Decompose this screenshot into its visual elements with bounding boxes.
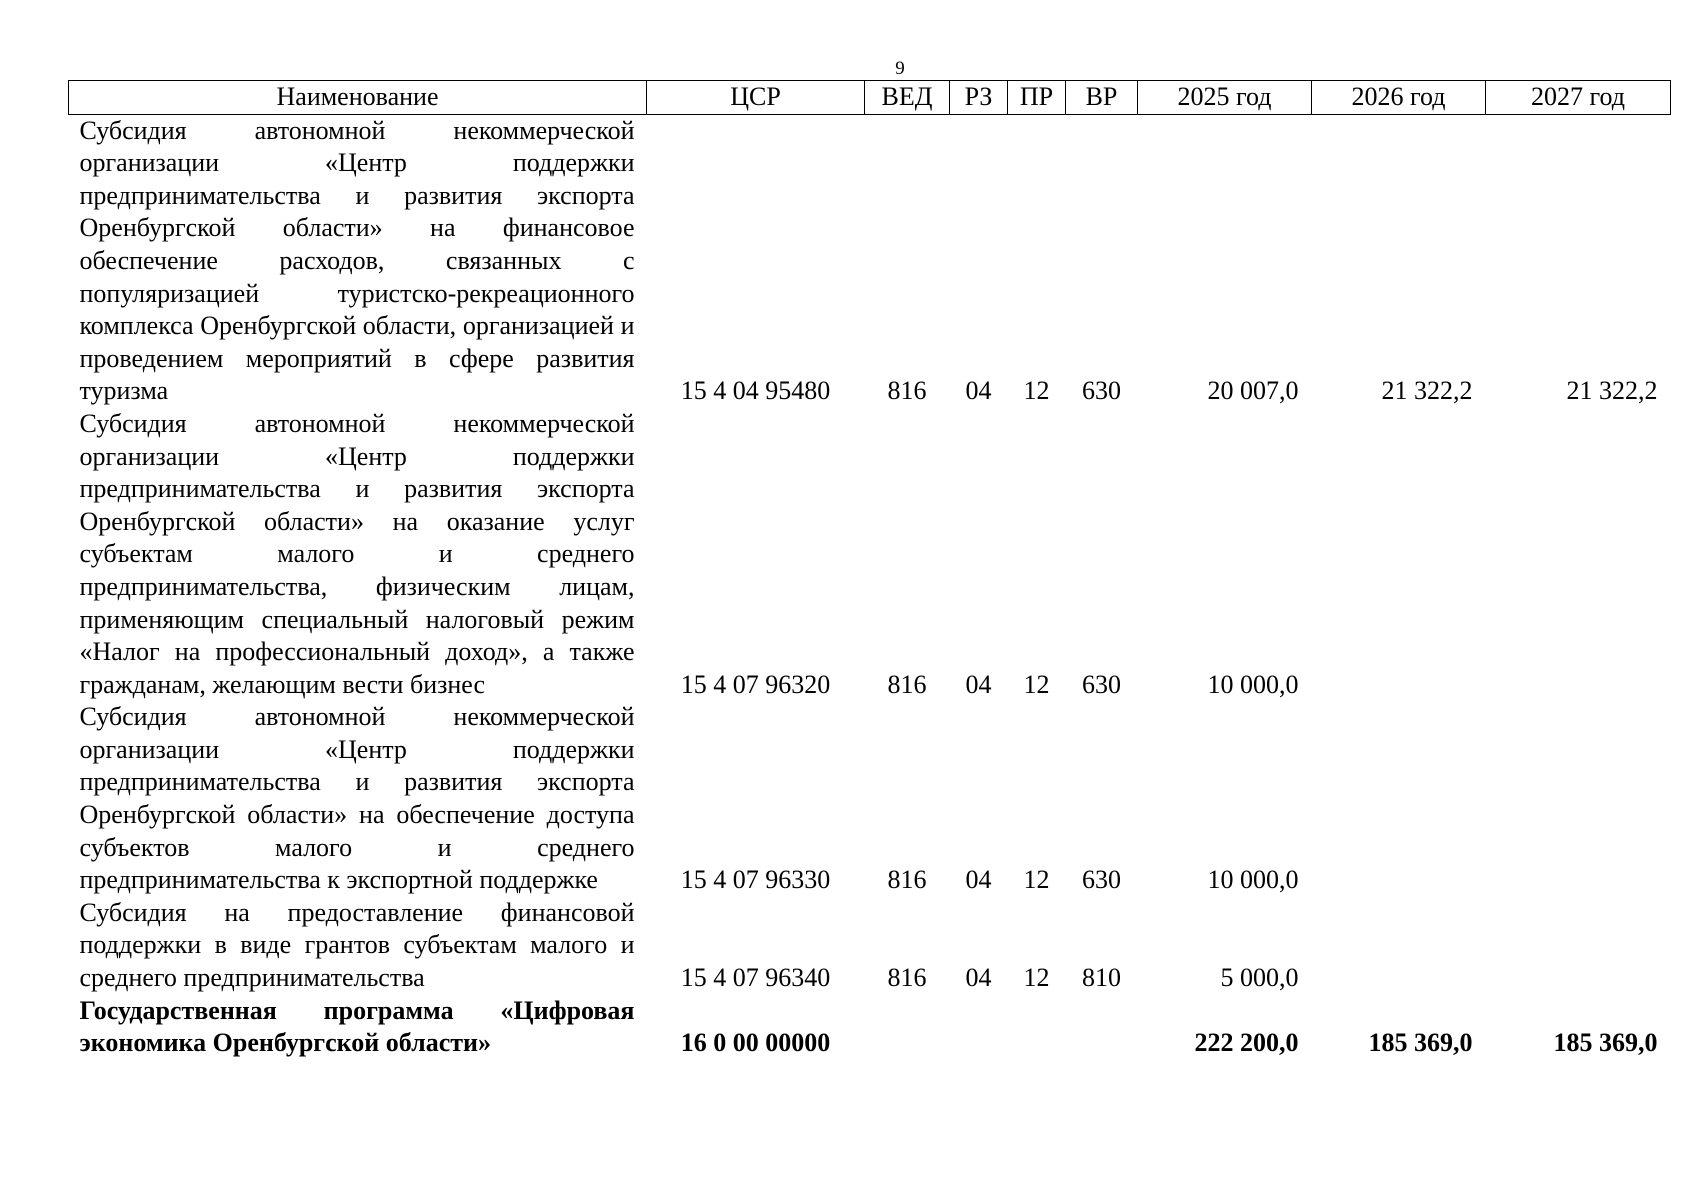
header-vr: ВР: [1066, 81, 1138, 115]
page-number: 9: [895, 58, 905, 79]
row-2025: 20 007,0: [1207, 376, 1299, 406]
row-ved: 816: [887, 376, 927, 406]
row-2027: [1486, 408, 1671, 701]
table-row: [69, 701, 1671, 897]
row-ved: 816: [887, 963, 927, 993]
row-vr: 630: [1082, 865, 1121, 895]
header-ved: ВЕД: [865, 81, 950, 115]
row-2027: [1486, 897, 1671, 995]
row-vr: 630: [1082, 669, 1121, 699]
row-2026: [1312, 897, 1486, 995]
row-2026: 21 322,2: [1381, 376, 1473, 406]
header-2027: 2027 год: [1486, 81, 1671, 115]
row-vr: [1066, 995, 1138, 1060]
row-csr: 16 0 00 00000: [680, 1028, 831, 1058]
row-pr: [1008, 995, 1066, 1060]
row-rz: 04: [965, 963, 992, 993]
header-2025: 2025 год: [1138, 81, 1312, 115]
row-pr: 12: [1023, 669, 1050, 699]
row-vr: 630: [1082, 376, 1121, 406]
header-pr: ПР: [1008, 81, 1066, 115]
row-vr: 810: [1082, 963, 1121, 993]
row-2027: 185 369,0: [1553, 1028, 1658, 1058]
row-2025: 10 000,0: [1207, 865, 1299, 895]
table-row-program-total: [69, 995, 1671, 1060]
row-name: Субсидия автономной некоммерческой организации «Центр поддержки предпринимательства и развития экспорта Оренбургской области» на оказание услуг субъектам малого и среднего предпринимательства, физическим лицам, применяющим специальный налоговый режим «Налог на профессиональный доход», а также гражданам, желающим вести бизнес: [79, 408, 635, 699]
table-row: [69, 114, 1671, 408]
row-2027: [1486, 701, 1671, 897]
table-row: [69, 897, 1671, 995]
header-2026: 2026 год: [1312, 81, 1486, 115]
row-2026: [1312, 701, 1486, 897]
row-ved: [865, 995, 950, 1060]
table-row: [69, 408, 1671, 701]
row-name: Субсидия на предоставление финансовой поддержки в виде грантов субъектам малого и среднего предпринимательства: [79, 897, 635, 993]
header-csr: ЦСР: [647, 81, 865, 115]
budget-table: [68, 80, 1671, 1060]
row-2027: 21 322,2: [1566, 376, 1658, 406]
table-header-row: [69, 81, 1671, 115]
row-ved: 816: [887, 865, 927, 895]
row-csr: 15 4 04 95480: [680, 376, 831, 406]
row-name: Субсидия автономной некоммерческой организации «Центр поддержки предпринимательства и развития экспорта Оренбургской области» на обеспечение доступа субъектов малого и среднего предпринимательства к экспортной поддержке: [79, 702, 635, 895]
row-rz: 04: [965, 669, 992, 699]
row-csr: 15 4 07 96340: [680, 963, 831, 993]
row-name: Государственная программа «Цифровая экономика Оренбургской области»: [79, 995, 635, 1058]
row-name: Субсидия автономной некоммерческой организации «Центр поддержки предпринимательства и развития экспорта Оренбургской области» на финансовое обеспечение расходов, связанных с популяризацией туристско-рекреационного комплекса Оренбургской области, организацией и проведением мероприятий в сфере развития туризма: [79, 115, 635, 406]
row-pr: 12: [1023, 376, 1050, 406]
header-rz: РЗ: [950, 81, 1008, 115]
header-name: Наименование: [69, 81, 647, 115]
row-csr: 15 4 07 96330: [680, 865, 831, 895]
row-2025: 10 000,0: [1207, 669, 1299, 699]
row-csr: 15 4 07 96320: [680, 669, 831, 699]
row-pr: 12: [1023, 865, 1050, 895]
row-2025: 222 200,0: [1194, 1028, 1299, 1058]
row-rz: [950, 995, 1008, 1060]
row-rz: 04: [965, 865, 992, 895]
row-ved: 816: [887, 669, 927, 699]
row-pr: 12: [1023, 963, 1050, 993]
row-2025: 5 000,0: [1220, 963, 1299, 993]
row-rz: 04: [965, 376, 992, 406]
row-2026: [1312, 408, 1486, 701]
row-2026: 185 369,0: [1368, 1028, 1473, 1058]
